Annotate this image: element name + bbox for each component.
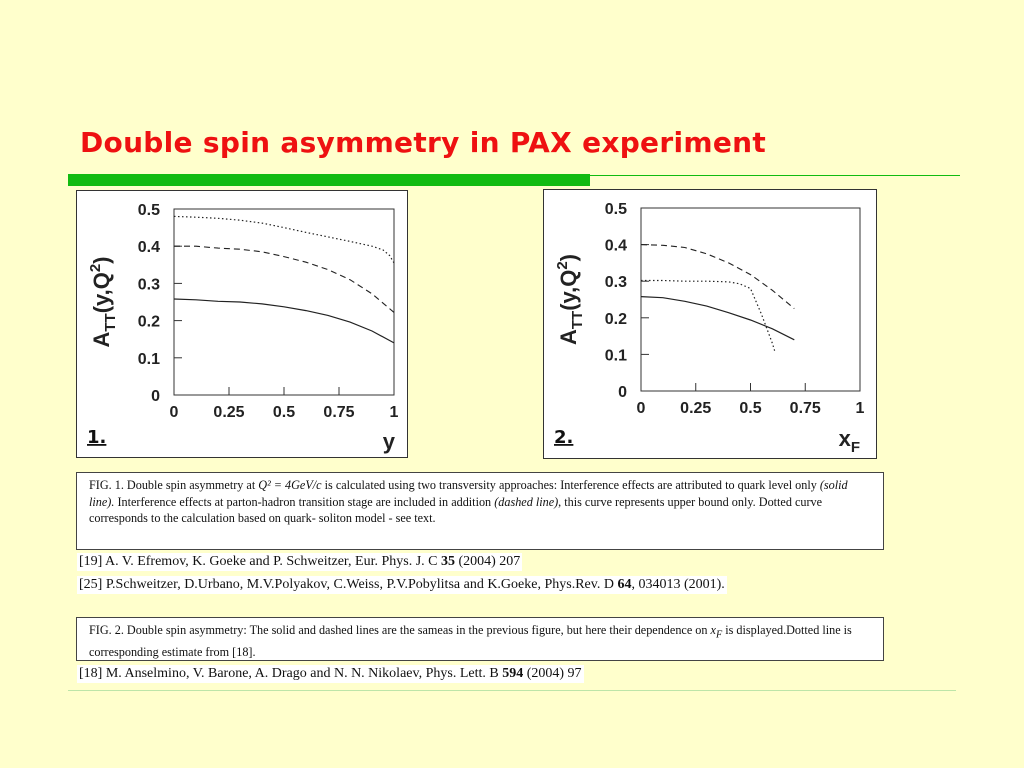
y-tick-label: 0.3	[604, 274, 627, 292]
y-tick-label: 0.3	[137, 276, 160, 294]
reference-18-tail: (2004) 97	[523, 666, 582, 681]
bottom-rule	[68, 690, 956, 691]
reference-19-volume: 35	[440, 554, 455, 569]
plot-area	[174, 209, 394, 395]
caption-2-math: x	[710, 623, 716, 637]
y-axis-label-args: (y,Q	[556, 269, 581, 311]
reference-18-volume: 594	[502, 666, 524, 681]
title-rule-thin	[590, 175, 960, 176]
y-tick-label: 0	[151, 388, 160, 405]
y-axis-label-base: A	[556, 329, 581, 346]
x-tick-label: 1	[389, 404, 399, 421]
reference-25-volume: 64	[617, 577, 632, 592]
reference-25-tail: , 034013 (2001).	[631, 577, 725, 592]
x-tick-label: 0.5	[272, 404, 296, 421]
reference-19-tail: (2004) 207	[454, 554, 521, 569]
title-rule	[68, 174, 590, 186]
y-tick-label: 0	[618, 384, 627, 401]
y-axis-label-sub: TT	[569, 310, 586, 330]
caption-1-lead: FIG. 1. Double spin asymmetry at	[89, 478, 259, 492]
series-solid-line	[641, 297, 794, 340]
reference-18-text: [18] M. Anselmino, V. Barone, A. Drago and N. N. Nikolaev, Phys. Lett. B	[79, 666, 503, 681]
caption-1-math: Q² = 4GeV/c	[258, 478, 322, 492]
y-axis-label-sup: 2	[87, 263, 104, 273]
series-dashed-line	[641, 245, 794, 309]
y-axis-label	[87, 256, 119, 347]
y-tick-label: 0.4	[604, 237, 627, 255]
reference-19-text: [19] A. V. Efremov, K. Goeke and P. Schweitzer, Eur. Phys. J. C	[79, 554, 441, 569]
caption-1-part3: Interference effects at parton-hadron transition stage are included in addition	[114, 494, 495, 509]
y-axis-label-sup: 2	[554, 261, 571, 270]
chart-panel-1	[76, 190, 408, 458]
reference-25-text: [25] P.Schweitzer, D.Urbano, M.V.Polyakov, C.Weiss, P.V.Pobylitsa and K.Goeke, Phys.Rev. D	[79, 577, 618, 592]
caption-1-em1: (solid line).	[89, 478, 848, 509]
series-dotted-line	[641, 281, 775, 351]
chart-2	[544, 190, 876, 458]
y-axis-label-text	[554, 254, 586, 345]
y-tick-label: 0.4	[137, 239, 160, 257]
x-axis-label	[839, 426, 860, 456]
y-tick-label: 0.5	[604, 201, 627, 218]
y-tick-label: 0.2	[604, 310, 627, 328]
panel-number-label: 1.	[87, 427, 107, 448]
caption-2-tail: is displayed.Dotted line is corresponding estimate from [18].	[89, 623, 852, 659]
y-tick-label: 0.1	[604, 347, 627, 365]
y-axis-label	[554, 254, 586, 345]
slide-title: Double spin asymmetry in PAX experiment	[80, 126, 767, 159]
reference-25	[77, 576, 727, 594]
figure-1-caption	[76, 472, 884, 550]
panel-number-label: 2.	[554, 427, 574, 448]
chart-panel-2	[543, 189, 877, 459]
y-tick-label: 0.5	[137, 202, 160, 219]
x-axis-label-base: x	[838, 426, 851, 451]
y-axis-label-close: )	[556, 253, 581, 262]
x-tick-label: 0.25	[213, 404, 245, 421]
reference-18	[77, 665, 584, 683]
x-axis-label-sub: F	[850, 439, 860, 456]
caption-1-em2: (dashed line)	[494, 494, 559, 509]
series-dotted-line	[174, 216, 394, 263]
y-axis-label-text	[87, 256, 119, 347]
y-axis-label-close: )	[89, 256, 114, 264]
chart-1	[77, 191, 407, 457]
reference-19	[77, 553, 522, 571]
x-tick-label: 0.75	[789, 400, 821, 417]
y-axis-label-base: A	[89, 331, 114, 348]
y-tick-label: 0.2	[137, 313, 160, 331]
caption-2-math-sub: F	[715, 629, 723, 641]
caption-2-lead: FIG. 2. Double spin asymmetry: The solid and dashed lines are the sameas in the previous figure, but here their dependence on	[89, 623, 711, 637]
x-tick-label: 0	[169, 404, 179, 421]
x-tick-label: 0	[636, 400, 646, 417]
caption-1-part4: , this curve represents upper bound only. Dotted curve corresponds to the calculation based on quark- soliton model - see text.	[89, 494, 823, 525]
x-tick-label: 0.75	[323, 404, 355, 421]
x-tick-label: 0.5	[739, 400, 762, 417]
x-tick-label: 0.25	[680, 400, 712, 417]
y-tick-label: 0.1	[137, 350, 160, 368]
series-solid-line	[174, 299, 394, 343]
y-axis-label-args: (y,Q	[89, 272, 114, 314]
y-axis-label-sub: TT	[102, 313, 119, 332]
caption-1-part2: is calculated using two transversity approaches: Interference effects are attributed to quark level only	[321, 478, 820, 492]
series-dashed-line	[174, 246, 394, 312]
x-tick-label: 1	[855, 400, 865, 417]
figure-2-caption	[76, 617, 884, 661]
x-axis-label: y	[382, 429, 395, 454]
